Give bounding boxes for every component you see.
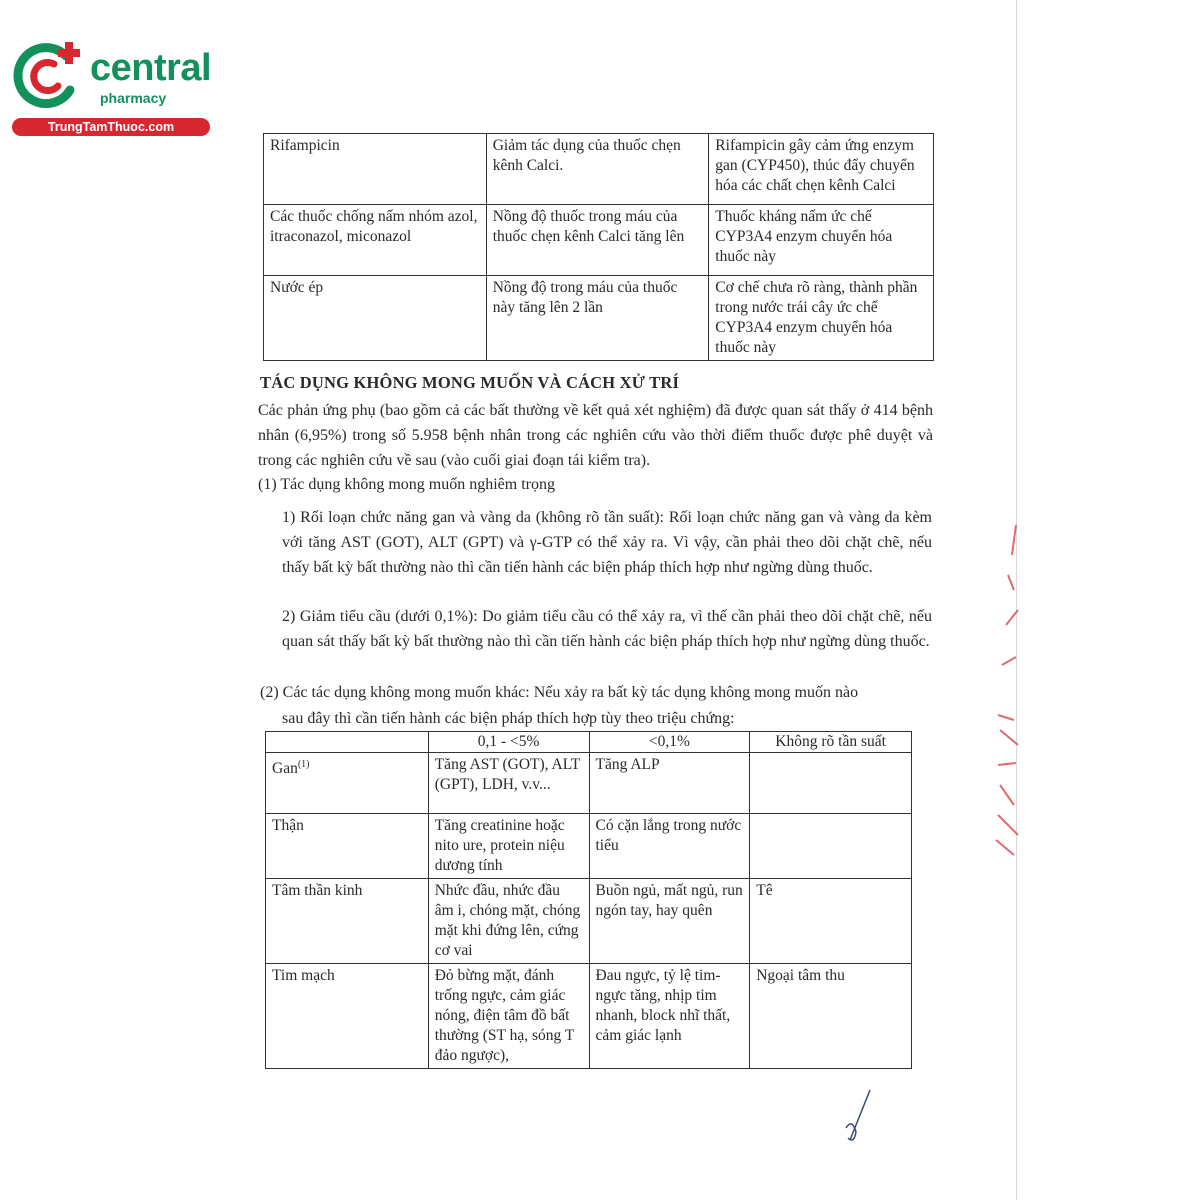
unknown-cell: Tê bbox=[750, 879, 912, 964]
table-header-row bbox=[266, 732, 912, 753]
rare-cell: Có cặn lắng trong nước tiểu bbox=[589, 814, 750, 879]
organ-cell: Tâm thần kinh bbox=[266, 879, 429, 964]
table-row bbox=[266, 879, 912, 964]
organ-cell bbox=[266, 753, 429, 814]
signature bbox=[838, 1088, 878, 1148]
brand-logo[interactable] bbox=[10, 38, 215, 138]
common-cell: Đỏ bừng mặt, đánh trống ngực, cảm giác nóng, điện tâm đồ bất thường (ST hạ, sóng T đảo ngược), bbox=[428, 964, 589, 1069]
footnote-mark: (1) bbox=[297, 759, 310, 770]
logo-sub-text: pharmacy bbox=[100, 90, 167, 106]
mechanism-cell: Thuốc kháng nấm ức chế CYP3A4 enzym chuyển hóa thuốc này bbox=[709, 205, 934, 276]
side-effects-table bbox=[265, 731, 912, 1069]
effect-cell: Giảm tác dụng của thuốc chẹn kênh Calci. bbox=[486, 134, 709, 205]
interactions-table bbox=[263, 133, 934, 361]
other-effects-title-cont: sau đây thì cần tiến hành các biện pháp thích hợp tùy theo triệu chứng: bbox=[282, 710, 735, 727]
table-row bbox=[266, 814, 912, 879]
header-cell: 0,1 - <5% bbox=[428, 732, 589, 753]
organ-cell: Thận bbox=[266, 814, 429, 879]
other-effects-title: (2) Các tác dụng không mong muốn khác: Nếu xảy ra bất kỳ tác dụng không mong muốn nào bbox=[260, 684, 859, 701]
drug-cell: Các thuốc chống nấm nhóm azol, itraconazol, miconazol bbox=[264, 205, 487, 276]
header-cell: Không rõ tần suất bbox=[750, 732, 912, 753]
serious-item-2: 2) Giảm tiểu cầu (dưới 0,1%): Do giảm tiểu cầu có thể xảy ra, vì thế cần phải theo dõi chặt chẽ, nếu quan sát thấy bất kỳ bất thường nào thì cần tiến hành các biện pháp thích hợp như ngừng dùng thuốc. bbox=[282, 608, 932, 650]
logo-brand-text: central bbox=[90, 47, 212, 89]
header-cell bbox=[266, 732, 429, 753]
effect-cell: Nồng độ trong máu của thuốc này tăng lên 2 lần bbox=[486, 276, 709, 361]
serious-item-1: 1) Rối loạn chức năng gan và vàng da (không rõ tần suất): Rối loạn chức năng gan và vàng da kèm với tăng AST (GOT), ALT (GPT) và γ-GTP có thể xảy ra. Vì vậy, cần phải theo dõi chặt chẽ, nếu thấy bất kỳ bất thường nào thì cần tiến hành các biện pháp thích hợp như ngừng dùng thuốc. bbox=[282, 509, 932, 576]
logo-url[interactable]: TrungTamThuoc.com bbox=[12, 118, 210, 136]
unknown-cell bbox=[750, 753, 912, 814]
unknown-cell: Ngoại tâm thu bbox=[750, 964, 912, 1069]
organ-label: Gan bbox=[272, 760, 298, 778]
unknown-cell bbox=[750, 814, 912, 879]
table-row bbox=[266, 753, 912, 814]
rare-cell: Buồn ngủ, mất ngủ, run ngón tay, hay quên bbox=[589, 879, 750, 964]
effect-cell: Nồng độ thuốc trong máu của thuốc chẹn kênh Calci tăng lên bbox=[486, 205, 709, 276]
table-row bbox=[264, 134, 934, 205]
table-row bbox=[264, 205, 934, 276]
drug-cell: Rifampicin bbox=[264, 134, 487, 205]
table-row bbox=[266, 964, 912, 1069]
table-row bbox=[264, 276, 934, 361]
common-cell: Tăng AST (GOT), ALT (GPT), LDH, v.v... bbox=[428, 753, 589, 814]
common-cell: Nhức đầu, nhức đầu âm i, chóng mặt, chóng mặt khi đứng lên, cứng cơ vai bbox=[428, 879, 589, 964]
serious-effects-title: (1) Tác dụng không mong muốn nghiêm trọng bbox=[258, 476, 555, 493]
common-cell: Tăng creatinine hoặc nito ure, protein niệu dương tính bbox=[428, 814, 589, 879]
organ-cell: Tim mạch bbox=[266, 964, 429, 1069]
rare-cell: Tăng ALP bbox=[589, 753, 750, 814]
drug-cell: Nước ép bbox=[264, 276, 487, 361]
rare-cell: Đau ngực, tỷ lệ tim-ngực tăng, nhịp tim nhanh, block nhĩ thất, cảm giác lạnh bbox=[589, 964, 750, 1069]
intro-paragraph: Các phản ứng phụ (bao gồm cả các bất thường về kết quả xét nghiệm) đã được quan sát thấy ở 414 bệnh nhân (6,95%) trong số 5.958 bệnh nhân trong các nghiên cứu vào thời điểm thuốc được phê duyệt và trong các nghiên cứu về sau (vào cuối giai đoạn tái kiểm tra). bbox=[258, 402, 933, 469]
mechanism-cell: Rifampicin gây cảm ứng enzym gan (CYP450), thúc đẩy chuyển hóa các chất chẹn kênh Calci bbox=[709, 134, 934, 205]
header-cell: <0,1% bbox=[589, 732, 750, 753]
mechanism-cell: Cơ chế chưa rõ ràng, thành phần trong nước trái cây ức chế CYP3A4 enzym chuyển hóa thuốc này bbox=[709, 276, 934, 361]
logo-c-cross-icon bbox=[10, 38, 88, 116]
section-heading: TÁC DỤNG KHÔNG MONG MUỐN VÀ CÁCH XỬ TRÍ bbox=[260, 373, 680, 392]
red-stamp-fragment bbox=[988, 515, 1022, 860]
